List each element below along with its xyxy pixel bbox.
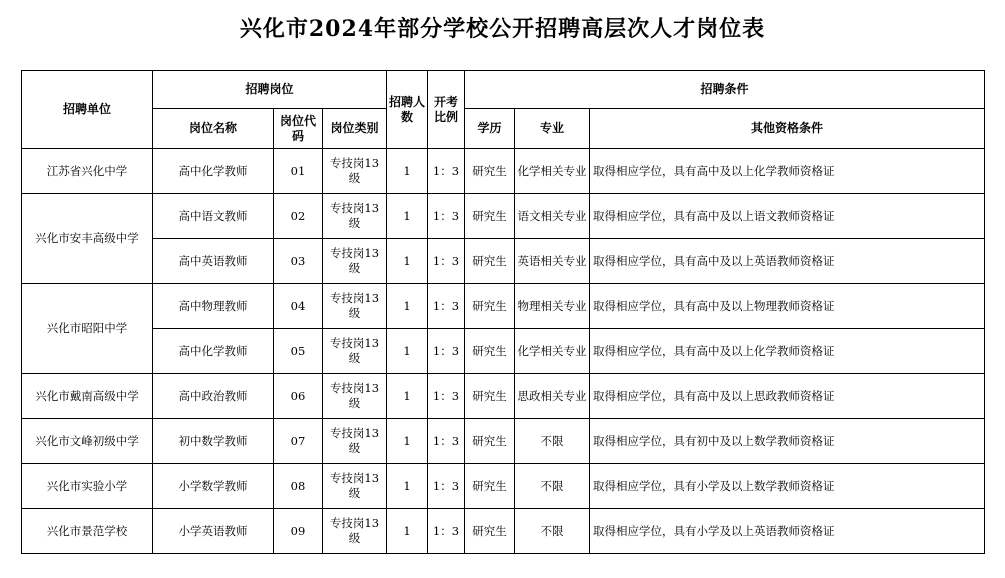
- header-education: 学历: [465, 109, 515, 149]
- cell-education: 研究生: [465, 329, 515, 374]
- cell-major: 语文相关专业: [515, 194, 590, 239]
- cell-ratio: 1：3: [428, 149, 465, 194]
- cell-ratio: 1：3: [428, 329, 465, 374]
- cell-code: 09: [274, 509, 323, 554]
- cell-category: 专技岗13级: [323, 239, 387, 284]
- recruitment-table: [21, 70, 985, 554]
- cell-ratio: 1：3: [428, 464, 465, 509]
- cell-other: 取得相应学位，具有高中及以上语文教师资格证: [590, 194, 985, 239]
- cell-education: 研究生: [465, 464, 515, 509]
- cell-code: 03: [274, 239, 323, 284]
- cell-hires: 1: [387, 149, 428, 194]
- cell-hires: 1: [387, 509, 428, 554]
- header-hires: 招聘人数: [387, 71, 428, 149]
- header-ratio: 开考比例: [428, 71, 465, 149]
- cell-unit: 兴化市景范学校: [22, 509, 153, 554]
- header-conditions-group: 招聘条件: [465, 71, 985, 109]
- header-position-name: 岗位名称: [153, 109, 274, 149]
- cell-education: 研究生: [465, 284, 515, 329]
- table-row: [22, 194, 985, 239]
- cell-ratio: 1：3: [428, 374, 465, 419]
- cell-hires: 1: [387, 419, 428, 464]
- header-row-1: [22, 71, 985, 109]
- table-row: [22, 419, 985, 464]
- cell-unit: 兴化市安丰高级中学: [22, 194, 153, 284]
- cell-hires: 1: [387, 464, 428, 509]
- cell-other: 取得相应学位，具有高中及以上化学教师资格证: [590, 149, 985, 194]
- cell-ratio: 1：3: [428, 509, 465, 554]
- header-row-2: [22, 109, 985, 149]
- cell-category: 专技岗13级: [323, 194, 387, 239]
- cell-code: 02: [274, 194, 323, 239]
- cell-unit: 兴化市文峰初级中学: [22, 419, 153, 464]
- cell-ratio: 1：3: [428, 239, 465, 284]
- cell-education: 研究生: [465, 239, 515, 284]
- cell-hires: 1: [387, 239, 428, 284]
- cell-hires: 1: [387, 374, 428, 419]
- cell-name: 高中英语教师: [153, 239, 274, 284]
- cell-hires: 1: [387, 329, 428, 374]
- cell-other: 取得相应学位，具有小学及以上英语教师资格证: [590, 509, 985, 554]
- cell-code: 06: [274, 374, 323, 419]
- cell-unit: 江苏省兴化中学: [22, 149, 153, 194]
- table-row: [22, 509, 985, 554]
- cell-name: 高中政治教师: [153, 374, 274, 419]
- cell-name: 高中化学教师: [153, 149, 274, 194]
- header-position-category: 岗位类别: [323, 109, 387, 149]
- cell-major: 思政相关专业: [515, 374, 590, 419]
- cell-other: 取得相应学位，具有高中及以上化学教师资格证: [590, 329, 985, 374]
- cell-name: 小学数学教师: [153, 464, 274, 509]
- cell-hires: 1: [387, 194, 428, 239]
- header-major: 专业: [515, 109, 590, 149]
- cell-major: 英语相关专业: [515, 239, 590, 284]
- cell-category: 专技岗13级: [323, 419, 387, 464]
- cell-name: 初中数学教师: [153, 419, 274, 464]
- table-row: [22, 284, 985, 329]
- cell-ratio: 1：3: [428, 194, 465, 239]
- cell-name: 高中语文教师: [153, 194, 274, 239]
- cell-category: 专技岗13级: [323, 464, 387, 509]
- table-row: [22, 239, 985, 284]
- cell-unit: 兴化市昭阳中学: [22, 284, 153, 374]
- cell-major: 物理相关专业: [515, 284, 590, 329]
- cell-major: 化学相关专业: [515, 329, 590, 374]
- cell-ratio: 1：3: [428, 284, 465, 329]
- cell-education: 研究生: [465, 194, 515, 239]
- cell-education: 研究生: [465, 149, 515, 194]
- cell-other: 取得相应学位，具有初中及以上数学教师资格证: [590, 419, 985, 464]
- cell-category: 专技岗13级: [323, 329, 387, 374]
- cell-other: 取得相应学位，具有高中及以上物理教师资格证: [590, 284, 985, 329]
- table-row: [22, 149, 985, 194]
- cell-other: 取得相应学位，具有小学及以上数学教师资格证: [590, 464, 985, 509]
- cell-education: 研究生: [465, 374, 515, 419]
- cell-ratio: 1：3: [428, 419, 465, 464]
- cell-code: 04: [274, 284, 323, 329]
- cell-major: 不限: [515, 509, 590, 554]
- cell-major: 化学相关专业: [515, 149, 590, 194]
- table-row: [22, 464, 985, 509]
- header-other: 其他资格条件: [590, 109, 985, 149]
- page-title: 兴化市2024年部分学校公开招聘高层次人才岗位表: [239, 16, 766, 42]
- cell-code: 07: [274, 419, 323, 464]
- cell-category: 专技岗13级: [323, 509, 387, 554]
- cell-name: 高中化学教师: [153, 329, 274, 374]
- cell-name: 高中物理教师: [153, 284, 274, 329]
- cell-category: 专技岗13级: [323, 284, 387, 329]
- cell-code: 08: [274, 464, 323, 509]
- cell-hires: 1: [387, 284, 428, 329]
- cell-unit: 兴化市实验小学: [22, 464, 153, 509]
- table-row: [22, 374, 985, 419]
- cell-other: 取得相应学位，具有高中及以上英语教师资格证: [590, 239, 985, 284]
- header-position-group: 招聘岗位: [153, 71, 387, 109]
- cell-category: 专技岗13级: [323, 149, 387, 194]
- table-row: [22, 329, 985, 374]
- cell-code: 01: [274, 149, 323, 194]
- header-position-code: 岗位代码: [274, 109, 323, 149]
- cell-code: 05: [274, 329, 323, 374]
- cell-major: 不限: [515, 419, 590, 464]
- cell-major: 不限: [515, 464, 590, 509]
- cell-education: 研究生: [465, 419, 515, 464]
- cell-name: 小学英语教师: [153, 509, 274, 554]
- cell-other: 取得相应学位，具有高中及以上思政教师资格证: [590, 374, 985, 419]
- cell-unit: 兴化市戴南高级中学: [22, 374, 153, 419]
- cell-category: 专技岗13级: [323, 374, 387, 419]
- header-unit: 招聘单位: [22, 71, 153, 149]
- cell-education: 研究生: [465, 509, 515, 554]
